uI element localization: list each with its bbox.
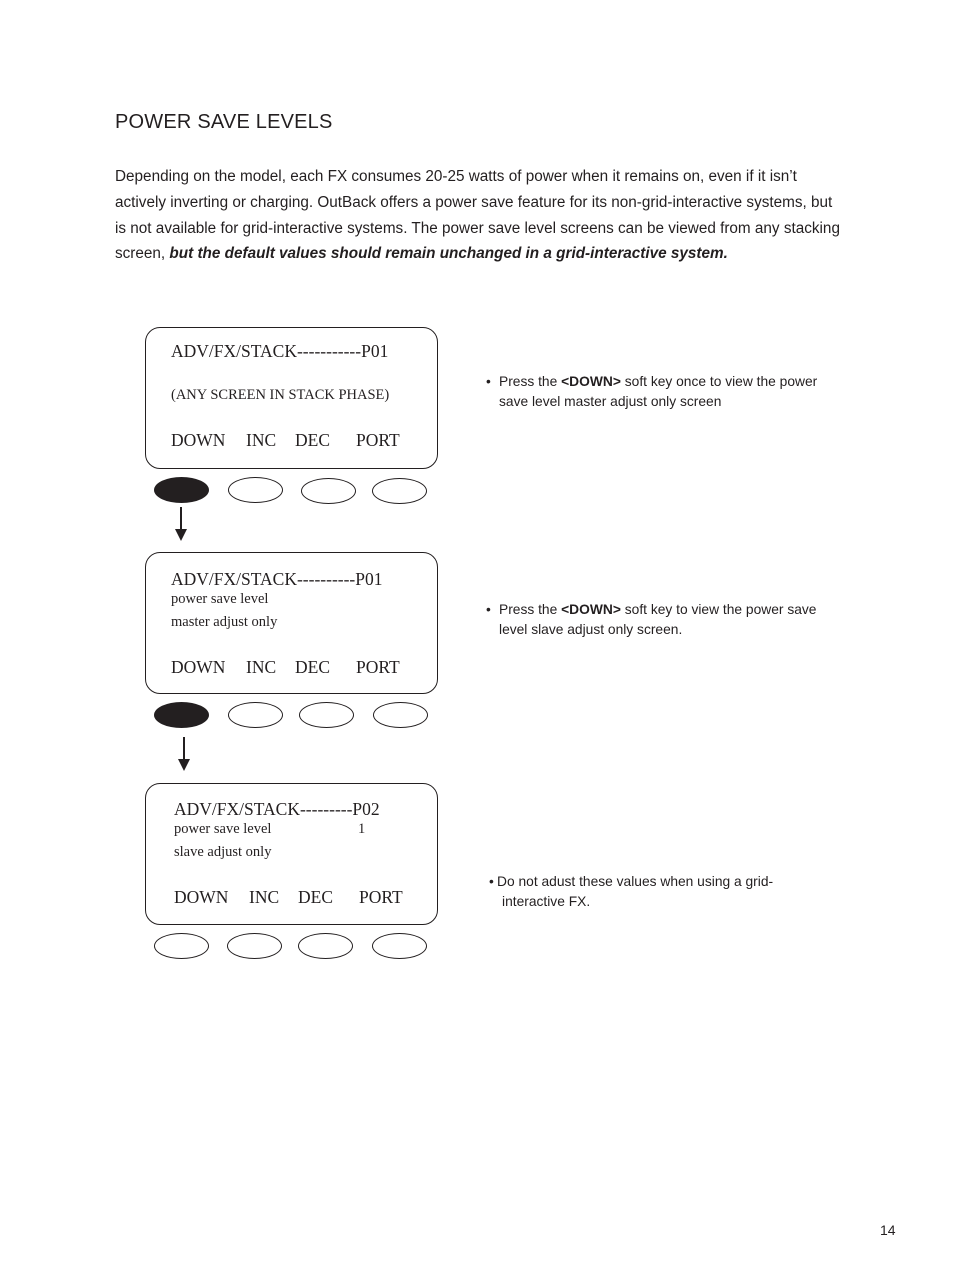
- note-text: Do not adust these values when using a grid-: [497, 874, 774, 889]
- soft-key-down-button[interactable]: [154, 477, 209, 503]
- soft-key-inc-button[interactable]: [228, 477, 283, 503]
- screen-line-1: power save level: [174, 821, 272, 837]
- page-number: 14: [880, 1222, 896, 1238]
- soft-key-dec-button[interactable]: [301, 478, 356, 504]
- down-arrow-icon: [170, 505, 192, 543]
- intro-text: Depending on the model, each FX consumes 20-25 watts of power when it remains on, even if it isn’t actively inverting or charging. OutBack offers a power save feature for its non-grid-interactive systems, but is not available for grid-interactive systems. The power save level screens can be viewed from any stacking screen,: [115, 168, 840, 263]
- screen-header: ADV/FX/STACK-----------P01: [171, 341, 389, 361]
- note-text: soft key to view the power save: [620, 602, 817, 617]
- note-text: level slave adjust only screen.: [499, 622, 683, 637]
- intro-emphasis: but the default values should remain unchanged in a grid-interactive system.: [169, 245, 728, 263]
- screen-header: ADV/FX/STACK---------P02: [174, 799, 380, 819]
- note-text: interactive FX.: [502, 894, 591, 909]
- screen-line-1: (ANY SCREEN IN STACK PHASE): [171, 387, 390, 403]
- key-label-port: PORT: [356, 430, 400, 450]
- instruction-note-3: [489, 872, 829, 912]
- key-label-dec: DEC: [295, 430, 330, 450]
- screen-header: ADV/FX/STACK----------P01: [171, 569, 383, 589]
- note-text: save level master adjust only screen: [499, 394, 722, 409]
- instruction-note-2: [486, 600, 846, 640]
- screen-line-1: power save level: [171, 591, 269, 607]
- key-label-dec: DEC: [295, 657, 330, 677]
- key-label-inc: INC: [249, 887, 280, 907]
- instruction-note-1: [486, 372, 846, 412]
- soft-key-dec-button[interactable]: [298, 933, 353, 959]
- soft-key-port-button[interactable]: [373, 702, 428, 728]
- soft-key-inc-button[interactable]: [228, 702, 283, 728]
- key-label-down: DOWN: [174, 887, 229, 907]
- key-label-port: PORT: [359, 887, 403, 907]
- down-key-reference: <DOWN>: [561, 374, 621, 389]
- key-label-dec: DEC: [298, 887, 333, 907]
- soft-key-down-button[interactable]: [154, 702, 209, 728]
- bullet: •: [489, 874, 494, 889]
- soft-key-port-button[interactable]: [372, 478, 427, 504]
- key-label-inc: INC: [246, 657, 277, 677]
- lcd-screen-3: [145, 783, 438, 925]
- bullet: •: [486, 374, 491, 389]
- soft-key-dec-button[interactable]: [299, 702, 354, 728]
- note-text: soft key once to view the power: [620, 374, 818, 389]
- down-key-reference: <DOWN>: [561, 602, 621, 617]
- lcd-screen-1: [145, 327, 438, 469]
- lcd-screen-2: [145, 552, 438, 694]
- section-title: POWER SAVE LEVELS: [115, 111, 333, 133]
- key-label-inc: INC: [246, 430, 277, 450]
- key-label-port: PORT: [356, 657, 400, 677]
- soft-key-port-button[interactable]: [372, 933, 427, 959]
- bullet: •: [486, 602, 491, 617]
- soft-key-down-button[interactable]: [154, 933, 209, 959]
- soft-key-inc-button[interactable]: [227, 933, 282, 959]
- note-text: Press the: [499, 374, 562, 389]
- key-label-down: DOWN: [171, 657, 226, 677]
- screen-value: 1: [358, 821, 366, 837]
- down-arrow-icon: [173, 735, 195, 773]
- key-label-down: DOWN: [171, 430, 226, 450]
- intro-paragraph: [115, 164, 845, 267]
- screen-line-2: slave adjust only: [174, 844, 272, 860]
- note-text: Press the: [499, 602, 562, 617]
- screen-line-2: master adjust only: [171, 614, 278, 630]
